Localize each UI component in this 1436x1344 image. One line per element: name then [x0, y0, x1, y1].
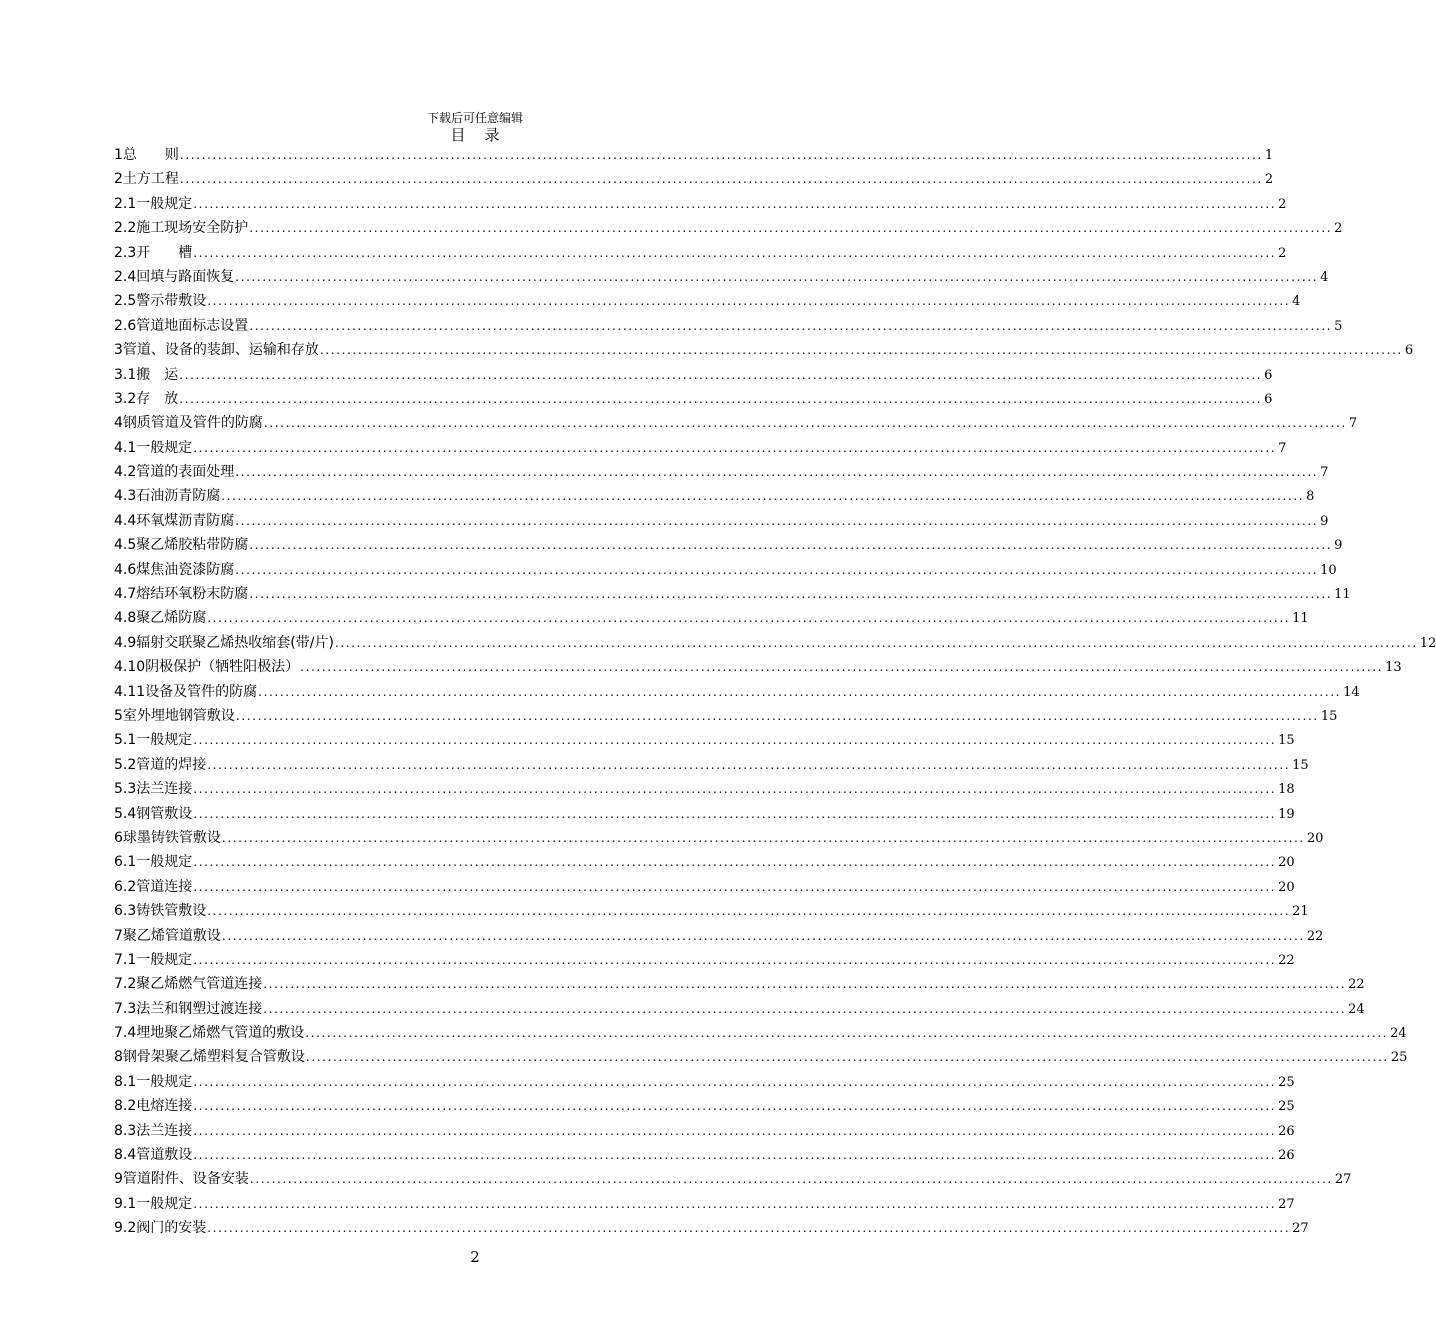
toc-entry-page: 8 [1306, 489, 1315, 505]
toc-entry[interactable] [114, 655, 1402, 679]
toc-dot-leader: ........................................................................................................................................................................................................ [249, 221, 1333, 236]
toc-entry-page: 7 [1278, 440, 1287, 456]
toc-entry-label: 聚乙烯防腐 [136, 610, 207, 627]
toc-entry-number: 7 [114, 927, 123, 944]
toc-dot-leader: ........................................................................................................................................................................................................ [193, 1099, 1277, 1114]
toc-entry-number: 2.4 [114, 268, 137, 285]
toc-entry-number: 8.3 [114, 1122, 137, 1139]
toc-dot-leader: ........................................................................................................................................................................................................ [235, 562, 1319, 577]
toc-entry[interactable] [114, 948, 1295, 972]
toc-entry-number: 6.2 [114, 878, 137, 895]
toc-entry[interactable] [114, 680, 1360, 704]
toc-entry-number: 6 [114, 829, 123, 846]
toc-entry-page: 24 [1390, 1026, 1407, 1042]
toc-entry-label: 煤焦油瓷漆防腐 [136, 561, 235, 578]
toc-dot-leader: ........................................................................................................................................................................................................ [319, 343, 1403, 358]
toc-entry-number: 9.2 [114, 1220, 137, 1237]
toc-entry-page: 10 [1320, 562, 1337, 578]
toc-entry[interactable] [114, 167, 1274, 191]
toc-entry-number: 5.3 [114, 781, 137, 798]
toc-entry-label: 辐射交联聚乙烯热收缩套(带/片) [136, 634, 334, 651]
page-number: 2 [470, 1248, 480, 1266]
toc-entry[interactable] [114, 924, 1324, 948]
toc-dot-leader: ........................................................................................................................................................................................................ [249, 1172, 1333, 1187]
toc-entry[interactable] [114, 533, 1343, 557]
toc-entry-number: 8.2 [114, 1098, 137, 1115]
toc-entry-page: 25 [1390, 1050, 1408, 1066]
toc-entry[interactable] [114, 387, 1273, 411]
toc-entry-page: 7 [1320, 465, 1329, 481]
toc-dot-leader: ........................................................................................................................................................................................................ [221, 489, 1305, 504]
toc-entry-page: 22 [1278, 952, 1295, 968]
toc-entry-label: 法兰和钢塑过渡连接 [136, 1000, 263, 1017]
toc-entry-page: 26 [1278, 1148, 1295, 1164]
toc-entry-label: 存 放 [136, 390, 179, 407]
toc-dot-leader: ........................................................................................................................................................................................................ [207, 294, 1291, 309]
toc-entry[interactable] [114, 997, 1365, 1021]
toc-entry-page: 18 [1278, 782, 1295, 798]
toc-entry[interactable] [114, 436, 1287, 460]
toc-entry-label: 回填与路面恢复 [136, 268, 235, 285]
toc-entry-number: 4.2 [114, 464, 137, 481]
toc-entry-page: 25 [1278, 1074, 1295, 1090]
toc-entry-label: 钢管敷设 [136, 805, 193, 822]
toc-entry[interactable] [114, 265, 1329, 289]
toc-entry-number: 2.5 [114, 293, 137, 310]
toc-entry-page: 15 [1320, 708, 1338, 724]
toc-entry[interactable] [114, 484, 1315, 508]
toc-entry-page: 20 [1278, 855, 1295, 871]
toc-entry-label: 一般规定 [136, 439, 193, 456]
toc-dot-leader: ........................................................................................................................................................................................................ [263, 1001, 1347, 1016]
toc-entry-number: 9.1 [114, 1195, 137, 1212]
toc-entry-label: 阴极保护（牺牲阳极法） [145, 659, 300, 676]
toc-dot-leader: ........................................................................................................................................................................................................ [207, 757, 1291, 772]
toc-entry-number: 4.4 [114, 512, 137, 529]
toc-dot-leader: ........................................................................................................................................................................................................ [193, 245, 1277, 260]
toc-entry[interactable] [114, 1094, 1295, 1118]
toc-entry-number: 7.3 [114, 1000, 137, 1017]
toc-entry-page: 14 [1343, 684, 1360, 700]
toc-entry-label: 管道附件、设备安装 [122, 1171, 249, 1188]
toc-entry-label: 室外埋地钢管敷设 [122, 707, 235, 724]
toc-dot-leader: ........................................................................................................................................................................................................ [193, 1148, 1277, 1163]
toc-entry-page: 27 [1334, 1172, 1352, 1188]
toc-dot-leader: ........................................................................................................................................................................................................ [305, 1026, 1389, 1041]
toc-entry-label: 管道敷设 [136, 1147, 193, 1164]
toc-entry-page: 20 [1306, 830, 1324, 846]
toc-dot-leader: ........................................................................................................................................................................................................ [193, 952, 1277, 967]
toc-entry-number: 4.10 [114, 659, 146, 676]
toc-entry-page: 25 [1278, 1099, 1295, 1115]
toc-entry-label: 电熔连接 [136, 1098, 193, 1115]
toc-dot-leader: ........................................................................................................................................................................................................ [179, 148, 1263, 162]
toc-dot-leader: ........................................................................................................................................................................................................ [263, 416, 1347, 431]
toc-entry-page: 9 [1320, 513, 1329, 529]
toc-entry-label: 开 槽 [136, 244, 193, 261]
toc-entry-page: 6 [1264, 391, 1273, 407]
header-note: 下载后可任意编辑 [426, 111, 523, 125]
toc-entry-number: 2.2 [114, 220, 137, 237]
toc-entry-number: 7.4 [114, 1025, 137, 1042]
toc-entry[interactable] [114, 728, 1295, 752]
toc-entry-number: 2 [114, 171, 123, 188]
toc-entry-page: 26 [1278, 1123, 1295, 1139]
toc-entry-number: 4.1 [114, 439, 137, 456]
toc-dot-leader: ........................................................................................................................................................................................................ [258, 684, 1342, 699]
toc-entry[interactable] [114, 972, 1365, 996]
toc-entry[interactable] [114, 314, 1343, 338]
toc-dot-leader: ........................................................................................................................................................................................................ [300, 660, 1384, 675]
toc-entry[interactable] [114, 899, 1309, 923]
toc-entry-number: 3 [114, 342, 123, 359]
toc-entry-page: 2 [1278, 245, 1287, 261]
toc-entry-page: 22 [1306, 928, 1324, 944]
toc-dot-leader: ........................................................................................................................................................................................................ [179, 391, 1263, 406]
toc-entry-number: 4 [114, 415, 123, 432]
toc-dot-leader: ........................................................................................................................................................................................................ [207, 1221, 1291, 1236]
toc-entry-number: 4.5 [114, 537, 137, 554]
toc-entry[interactable] [114, 631, 1436, 655]
toc-entry[interactable] [114, 850, 1295, 874]
toc-dot-leader: ........................................................................................................................................................................................................ [193, 1074, 1277, 1089]
toc-dot-leader: ........................................................................................................................................................................................................ [249, 538, 1333, 553]
toc-entry[interactable] [114, 363, 1273, 387]
toc-entry-label: 警示带敷设 [136, 293, 207, 310]
toc-entry-page: 24 [1348, 1001, 1365, 1017]
toc-dot-leader: ........................................................................................................................................................................................................ [207, 904, 1291, 919]
toc-entry-page: 7 [1348, 416, 1358, 432]
toc-dot-leader: ........................................................................................................................................................................................................ [305, 1050, 1389, 1065]
toc-dot-leader: ........................................................................................................................................................................................................ [249, 587, 1333, 602]
toc-entry-number: 7.1 [114, 951, 137, 968]
toc-entry-number: 3.2 [114, 390, 137, 407]
toc-entry[interactable] [114, 606, 1309, 630]
toc-entry-number: 2.3 [114, 244, 137, 261]
toc-entry-page: 27 [1292, 1221, 1309, 1237]
toc-entry-label: 聚乙烯燃气管道连接 [136, 976, 263, 993]
toc-entry[interactable] [114, 753, 1309, 777]
toc-entry-page: 13 [1385, 660, 1402, 676]
toc-dot-leader: ........................................................................................................................................................................................................ [334, 635, 1418, 650]
toc-entry-label: 埋地聚乙烯燃气管道的敷设 [136, 1025, 305, 1042]
toc-entry[interactable] [114, 1070, 1295, 1094]
toc-entry-label: 一般规定 [136, 732, 193, 749]
toc-dot-leader: ........................................................................................................................................................................................................ [193, 440, 1277, 455]
toc-entry-number: 5 [114, 707, 123, 724]
toc-entry-label: 聚乙烯管道敷设 [122, 927, 221, 944]
toc-entry[interactable] [114, 289, 1301, 313]
toc-entry-label: 阀门的安装 [136, 1220, 207, 1237]
toc-entry-page: 9 [1334, 538, 1343, 554]
toc-dot-leader: ........................................................................................................................................................................................................ [207, 611, 1291, 626]
toc-entry-label: 土方工程 [122, 171, 179, 188]
toc-entry-label: 管道的表面处理 [136, 464, 235, 481]
toc-dot-leader: ........................................................................................................................................................................................................ [193, 733, 1277, 748]
toc-entry-label: 搬 运 [136, 366, 179, 383]
toc-entry[interactable] [114, 143, 1274, 167]
toc-entry-page: 27 [1278, 1196, 1295, 1212]
toc-dot-leader: ........................................................................................................................................................................................................ [193, 782, 1277, 797]
toc-entry-number: 2.1 [114, 195, 137, 212]
toc-entry-number: 8.1 [114, 1073, 137, 1090]
toc-entry-page: 19 [1278, 806, 1295, 822]
toc-entry-page: 11 [1292, 611, 1309, 627]
toc-dot-leader: ........................................................................................................................................................................................................ [193, 196, 1277, 211]
toc-entry-number: 4.8 [114, 610, 137, 627]
toc-dot-leader: ........................................................................................................................................................................................................ [235, 708, 1319, 723]
toc-entry-label: 钢骨架聚乙烯塑料复合管敷设 [122, 1049, 305, 1066]
toc-entry-page: 11 [1334, 587, 1351, 603]
toc-entry[interactable] [114, 826, 1324, 850]
toc-dot-leader: ........................................................................................................................................................................................................ [249, 318, 1333, 333]
toc-entry[interactable] [114, 558, 1337, 582]
toc-entry-label: 施工现场安全防护 [136, 220, 249, 237]
toc-entry[interactable] [114, 216, 1343, 240]
toc-entry[interactable] [114, 1216, 1309, 1240]
toc-entry-label: 钢质管道及管件的防腐 [122, 415, 263, 432]
toc-entry-label: 管道连接 [136, 878, 193, 895]
toc-entry-label: 一般规定 [136, 854, 193, 871]
toc-entry-page: 1 [1264, 148, 1274, 163]
toc-entry-page: 2 [1334, 221, 1343, 237]
toc-entry-number: 3.1 [114, 366, 137, 383]
toc-entry-label: 铸铁管敷设 [136, 903, 207, 920]
toc-entry-page: 5 [1334, 318, 1343, 334]
toc-entry-label: 管道地面标志设置 [136, 317, 249, 334]
toc-entry-number: 4.7 [114, 586, 137, 603]
toc-dot-leader: ........................................................................................................................................................................................................ [179, 367, 1263, 382]
toc-entry-number: 7.2 [114, 976, 137, 993]
toc-entry[interactable] [114, 1119, 1295, 1143]
toc-entry[interactable] [114, 1021, 1407, 1045]
toc-entry-label: 环氧煤沥青防腐 [136, 512, 235, 529]
toc-entry-number: 4.9 [114, 634, 137, 651]
toc-entry-label: 一般规定 [136, 195, 193, 212]
toc-entry-page: 12 [1419, 635, 1436, 651]
toc-dot-leader: ........................................................................................................................................................................................................ [193, 879, 1277, 894]
toc-entry[interactable] [114, 582, 1351, 606]
toc-entry[interactable] [114, 1143, 1295, 1167]
toc-entry-label: 一般规定 [136, 1073, 193, 1090]
toc-entry-number: 8 [114, 1049, 123, 1066]
toc-entry-page: 2 [1264, 172, 1274, 188]
toc-entry-number: 4.3 [114, 488, 137, 505]
toc-entry-page: 4 [1320, 269, 1329, 285]
toc-entry[interactable] [114, 338, 1414, 362]
toc-entry-label: 设备及管件的防腐 [145, 683, 258, 700]
toc-entry-number: 6.1 [114, 854, 137, 871]
toc-entry-number: 6.3 [114, 903, 137, 920]
toc-dot-leader: ........................................................................................................................................................................................................ [193, 855, 1277, 870]
toc-entry-page: 15 [1292, 757, 1309, 773]
toc-entry[interactable] [114, 777, 1295, 801]
toc-entry[interactable] [114, 411, 1358, 435]
toc-entry[interactable] [114, 704, 1338, 728]
toc-entry-label: 石油沥青防腐 [136, 488, 221, 505]
toc-entry[interactable] [114, 241, 1287, 265]
toc-entry-number: 5.1 [114, 732, 137, 749]
toc-entry-page: 2 [1278, 196, 1287, 212]
toc-dot-leader: ........................................................................................................................................................................................................ [221, 928, 1305, 943]
toc-entry-label: 球墨铸铁管敷设 [122, 829, 221, 846]
toc-entry-label: 管道、设备的装卸、运输和存放 [122, 342, 319, 359]
toc-entry-number: 2.6 [114, 317, 137, 334]
toc-dot-leader: ........................................................................................................................................................................................................ [235, 465, 1319, 480]
toc-entry[interactable] [114, 192, 1287, 216]
toc-dot-leader: ........................................................................................................................................................................................................ [193, 1196, 1277, 1211]
toc-dot-leader: ........................................................................................................................................................................................................ [263, 977, 1347, 992]
toc-entry-number: 8.4 [114, 1147, 137, 1164]
toc-entry[interactable] [114, 802, 1295, 826]
toc-entry-label: 法兰连接 [136, 1122, 193, 1139]
toc-entry[interactable] [114, 460, 1329, 484]
toc-dot-leader: ........................................................................................................................................................................................................ [235, 269, 1319, 284]
toc-entry-number: 9 [114, 1171, 123, 1188]
toc-dot-leader: ........................................................................................................................................................................................................ [221, 830, 1305, 845]
toc-entry-number: 4.6 [114, 561, 137, 578]
toc-entry-page: 20 [1278, 879, 1295, 895]
toc-entry-page: 22 [1348, 977, 1365, 993]
toc-entry-page: 15 [1278, 733, 1295, 749]
toc-entry-number: 4.11 [114, 683, 146, 700]
toc-entry-page: 4 [1292, 294, 1301, 310]
toc-dot-leader: ........................................................................................................................................................................................................ [179, 172, 1263, 187]
toc-entry-number: 1 [114, 147, 123, 163]
toc-dot-leader: ........................................................................................................................................................................................................ [193, 806, 1277, 821]
toc-entry-page: 6 [1264, 367, 1273, 383]
toc-entry[interactable] [114, 1167, 1352, 1191]
toc-entry-label: 一般规定 [136, 951, 193, 968]
toc-dot-leader: ........................................................................................................................................................................................................ [193, 1123, 1277, 1138]
toc-entry[interactable] [114, 875, 1295, 899]
toc-entry-label: 聚乙烯胶粘带防腐 [136, 537, 249, 554]
toc-entry-label: 法兰连接 [136, 781, 193, 798]
toc-dot-leader: ........................................................................................................................................................................................................ [235, 513, 1319, 528]
toc-entry-label: 总 则 [122, 147, 179, 163]
toc-entry-label: 管道的焊接 [136, 756, 207, 773]
toc-entry-number: 5.4 [114, 805, 137, 822]
toc-entry-label: 一般规定 [136, 1195, 193, 1212]
toc-entry[interactable] [114, 1192, 1295, 1216]
toc-entry-label: 熔结环氧粉末防腐 [136, 586, 249, 603]
toc-entry[interactable] [114, 1045, 1408, 1069]
toc-entry-page: 21 [1292, 904, 1309, 920]
toc-entry[interactable] [114, 509, 1329, 533]
toc-list [114, 143, 1436, 1241]
toc-entry-page: 6 [1404, 343, 1414, 359]
toc-title: 目 录 [450, 126, 500, 144]
toc-entry-number: 5.2 [114, 756, 137, 773]
